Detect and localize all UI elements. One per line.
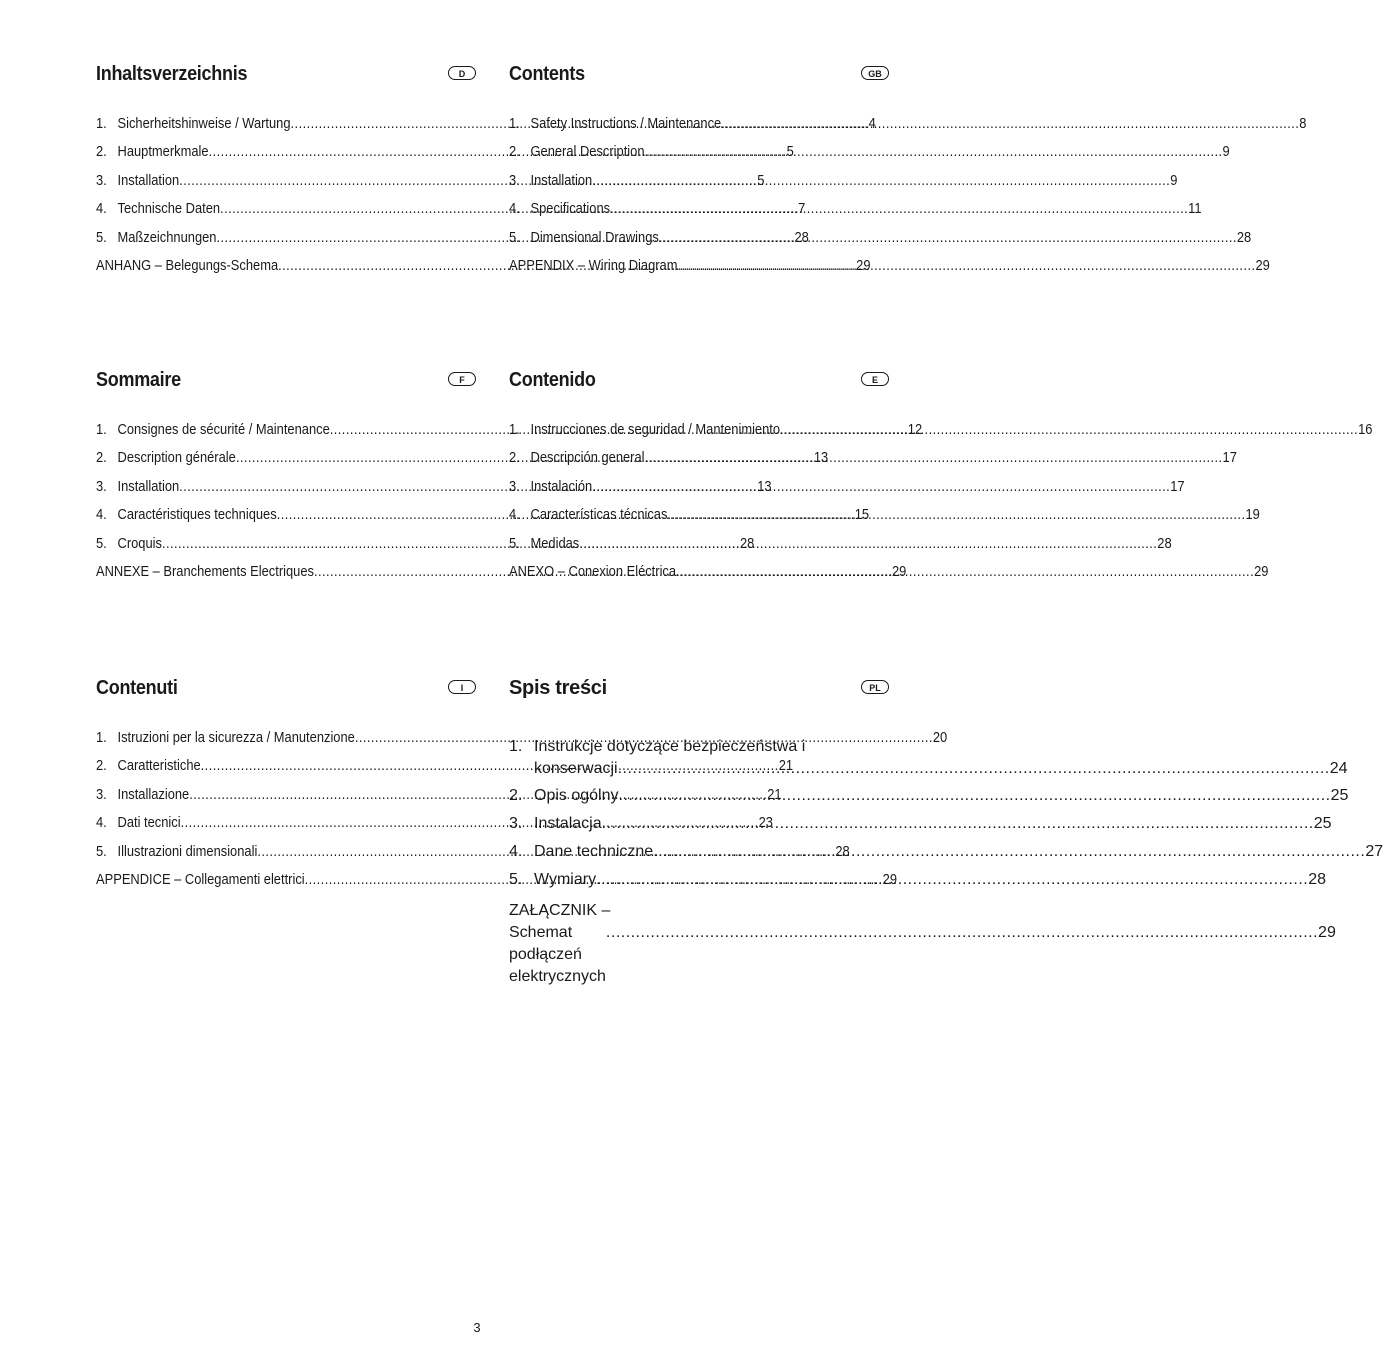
entry-page: 16 — [1358, 421, 1373, 438]
entry-title: Instrukcje dotyczące bezpieczeństwa i — [534, 738, 806, 755]
dot-leader — [592, 477, 1170, 497]
entry-page: 25 — [1330, 787, 1349, 804]
entry-number: 3. — [509, 171, 520, 189]
toc-entry[interactable] — [509, 228, 1252, 256]
entry-title: Wymiary — [534, 871, 597, 888]
entry-title: Technische Daten — [117, 200, 221, 218]
entry-number: 1. — [509, 115, 520, 132]
entry-title: Dimensional Drawings — [530, 228, 659, 246]
entry-page: 9 — [1170, 171, 1178, 189]
entry-page: 29 — [1254, 562, 1269, 580]
entry-page: 29 — [891, 562, 907, 580]
entry-title: Installation — [530, 171, 593, 189]
entry-number: 2. — [509, 449, 520, 467]
section-header — [96, 674, 476, 702]
entry-page: 28 — [835, 842, 850, 860]
entry-page: 4 — [868, 115, 876, 132]
entry-page: 15 — [854, 506, 870, 524]
entry-number: 2. — [509, 143, 520, 161]
entry-number: 4. — [96, 200, 107, 218]
entry-title: Descripción general — [530, 449, 645, 467]
toc-appendix-entry[interactable] — [509, 562, 1269, 590]
section-title: Sommaire — [96, 369, 181, 391]
section-title: Contenuti — [96, 677, 178, 699]
entry-number: 1. — [509, 738, 523, 755]
entry-number: 3. — [509, 815, 523, 832]
entry-number: 4. — [96, 506, 107, 524]
language-badge: I — [448, 680, 476, 694]
entry-page: 28 — [1236, 228, 1252, 246]
entry-page: 13 — [813, 449, 829, 467]
entry-title: Caratteristiche — [117, 757, 201, 775]
toc-entry[interactable] — [509, 142, 1230, 170]
entry-number: 1. — [96, 729, 107, 746]
toc-appendix-entry[interactable] — [509, 256, 1270, 284]
section-header — [509, 366, 889, 394]
language-badge: F — [448, 372, 476, 386]
entry-number: 5. — [509, 228, 520, 246]
entry-page: 17 — [1222, 449, 1237, 467]
toc-entry[interactable] — [509, 171, 1178, 199]
entry-number: 4. — [96, 814, 107, 832]
entry-number: 2. — [96, 143, 107, 161]
dot-leader — [676, 562, 1254, 582]
language-badge: GB — [861, 66, 889, 80]
entry-title: Croquis — [117, 534, 162, 552]
entry-title: Medidas — [530, 534, 580, 552]
toc-entry[interactable] — [509, 114, 1307, 142]
entry-title: ANHANG – Belegungs-Schema — [96, 256, 279, 274]
entry-title: Instrucciones de seguridad / Mantenimiento — [530, 421, 781, 438]
toc-list — [509, 114, 1307, 284]
section-header — [509, 60, 889, 88]
entry-number: 1. — [509, 421, 520, 438]
entry-number: 4. — [509, 843, 523, 860]
entry-title: Consignes de sécurité / Maintenance — [117, 421, 330, 438]
language-badge: PL — [861, 680, 889, 694]
entry-number: 5. — [96, 534, 107, 552]
entry-title: Instalación — [530, 477, 593, 495]
dot-leader — [618, 758, 1330, 780]
toc-entry[interactable] — [509, 842, 1383, 870]
entry-page: 21 — [778, 757, 794, 775]
entry-page: 7 — [798, 200, 806, 218]
entry-title: Instalacja — [534, 815, 602, 832]
section-title: Inhaltsverzeichnis — [96, 63, 248, 85]
entry-number: 3. — [96, 785, 107, 803]
entry-title: General Description — [530, 143, 645, 161]
entry-page: 29 — [1255, 256, 1270, 274]
entry-title: Caractéristiques techniques — [117, 506, 277, 524]
entry-title: ANEXO – Conexion Eléctrica — [509, 562, 677, 580]
entry-page: 5 — [786, 143, 794, 161]
entry-title: Dati tecnici — [117, 814, 181, 832]
entry-number: 2. — [96, 757, 107, 775]
entry-title: Istruzioni per la sicurezza / Manutenzione — [117, 729, 355, 746]
entry-page: 29 — [882, 870, 898, 888]
entry-page: 9 — [1222, 143, 1230, 161]
toc-entry[interactable] — [509, 534, 1172, 562]
entry-page: 12 — [907, 421, 923, 438]
entry-title: Hauptmerkmale — [117, 143, 209, 161]
entry-page: 24 — [1329, 760, 1348, 777]
entry-number: 5. — [96, 228, 107, 246]
section-title: Contenido — [509, 369, 596, 391]
entry-number: 4. — [509, 506, 520, 524]
dot-leader — [667, 505, 1245, 525]
entry-title: APPENDICE – Collegamenti elettrici — [96, 870, 305, 888]
section-title: Spis treści — [509, 677, 607, 699]
entry-page: 17 — [1170, 477, 1185, 495]
entry-title: Dane techniczne — [534, 843, 654, 860]
entry-page: 27 — [1365, 843, 1383, 860]
dot-leader — [653, 842, 1365, 862]
entry-number: 4. — [509, 200, 520, 218]
entry-title: Sicherheitshinweise / Wartung — [117, 115, 291, 132]
dot-leader — [721, 114, 1299, 134]
entry-title: Specifications — [530, 200, 611, 218]
language-badge: E — [861, 372, 889, 386]
entry-title-continued: Schemat podłączeń elektrycznych — [509, 924, 606, 985]
entry-title: Installation — [117, 171, 180, 189]
dot-leader — [780, 420, 1358, 440]
entry-page: 11 — [1188, 200, 1202, 218]
entry-page: 13 — [757, 477, 772, 495]
entry-title: Description générale — [117, 449, 236, 467]
entry-number: 3. — [96, 477, 107, 495]
dot-leader — [677, 256, 1255, 276]
dot-leader — [592, 171, 1170, 191]
entry-number: 5. — [509, 871, 523, 888]
entry-number: 5. — [509, 534, 520, 552]
toc-entry[interactable] — [509, 505, 1260, 533]
page-number: 3 — [473, 1320, 481, 1335]
entry-page: 28 — [1157, 534, 1172, 552]
toc-entry[interactable] — [509, 448, 1237, 476]
entry-number: 1. — [96, 421, 107, 438]
entry-title: Opis ogólny — [534, 787, 619, 804]
dot-leader — [610, 199, 1188, 219]
dot-leader — [659, 228, 1237, 248]
toc-entry[interactable] — [509, 814, 1332, 842]
entry-page: 5 — [757, 171, 765, 189]
entry-title: APPENDIX – Wiring Diagram — [509, 256, 678, 274]
entry-title: ZAŁĄCZNIK – — [509, 902, 611, 919]
entry-page: 28 — [739, 534, 755, 552]
entry-page: 29 — [856, 256, 871, 274]
entry-number: 5. — [96, 842, 107, 860]
entry-number: 3. — [509, 477, 520, 495]
entry-page: 28 — [794, 228, 809, 246]
section-header — [509, 674, 889, 702]
entry-title: Características técnicas — [530, 506, 668, 524]
dot-leader — [645, 448, 1223, 468]
entry-title: Maßzeichnungen — [117, 228, 217, 246]
section-header — [96, 60, 476, 88]
dot-leader — [619, 786, 1331, 806]
entry-page: 21 — [767, 785, 782, 803]
dot-leader — [606, 922, 1318, 944]
toc-entry[interactable] — [509, 477, 1185, 505]
entry-title-continued: konserwacji — [534, 760, 618, 777]
entry-title: Safety Instructions / Maintenance — [530, 115, 722, 132]
entry-page: 25 — [1313, 815, 1332, 832]
entry-number: 1. — [96, 115, 107, 132]
entry-title: ANNEXE – Branchements Electriques — [96, 562, 314, 580]
language-badge: D — [448, 66, 476, 80]
entry-page: 29 — [1318, 924, 1336, 941]
section-header — [96, 366, 476, 394]
entry-number: 3. — [96, 171, 107, 189]
toc-entry[interactable] — [509, 786, 1349, 814]
entry-title: Illustrazioni dimensionali — [117, 842, 258, 860]
entry-number: 2. — [96, 449, 107, 467]
entry-title: Installazione — [117, 785, 190, 803]
dot-leader — [596, 870, 1308, 890]
toc-entry[interactable] — [509, 199, 1202, 227]
entry-page: 20 — [932, 729, 948, 746]
dot-leader — [602, 814, 1314, 834]
entry-title: Installation — [117, 477, 180, 495]
section-title: Contents — [509, 63, 585, 85]
entry-page: 23 — [758, 814, 773, 832]
entry-number: 2. — [509, 787, 523, 804]
entry-page: 28 — [1308, 871, 1326, 888]
entry-page: 19 — [1245, 506, 1260, 524]
dot-leader — [645, 142, 1223, 162]
entry-page: 8 — [1299, 115, 1307, 132]
toc-section-gb — [509, 60, 1307, 284]
toc-entry[interactable] — [96, 171, 765, 199]
toc-appendix-entry[interactable] — [509, 900, 1336, 988]
dot-leader — [579, 534, 1157, 554]
